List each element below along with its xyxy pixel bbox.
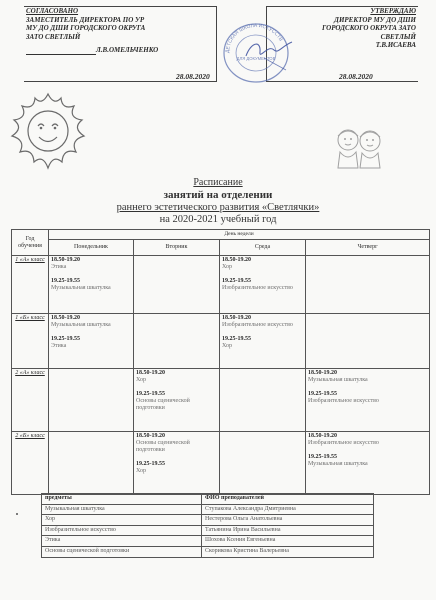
lesson-cell (220, 369, 306, 432)
approval-right-heading: УТВЕРЖДАЮ (370, 7, 416, 15)
approval-right-org-2: СВЕТЛЫЙ (380, 32, 416, 41)
subject-name: Музыкальная шкатулка (42, 504, 202, 515)
day-header: Понедельник (49, 240, 134, 256)
department-name: раннего эстетического развития «Светлячки» (116, 202, 320, 213)
lesson-cell (220, 256, 306, 314)
lesson-subject: Изобразительное искусство (308, 398, 379, 404)
frame-left-top (24, 6, 216, 7)
col-header-subject: предметы (42, 494, 202, 505)
lesson-cell (49, 432, 134, 495)
group-cell: 2 «Б» класс (12, 432, 49, 495)
teacher-name: Ступакова Александра Дмитриевна (202, 504, 374, 515)
lesson-cell (134, 432, 220, 495)
teacher-name: Нестерова Ольга Анатольевна (202, 515, 374, 526)
teachers-table (41, 493, 374, 558)
margin-dot (16, 513, 18, 515)
lesson-subject: Изобразительное искусство (308, 440, 379, 446)
lesson-time: 19.25-19.55 (222, 278, 251, 284)
subject-name: Этика (42, 536, 202, 547)
lesson-cell (306, 432, 430, 495)
lesson-time: 19.25-19.55 (51, 336, 80, 342)
frame-left-bottom (24, 81, 216, 82)
schedule-table (11, 229, 430, 495)
approval-left-signer: Л.В.ОМЕЛЬЧЕНКО (96, 46, 159, 55)
lesson-time: 18.50-19.20 (222, 257, 251, 263)
lesson-time: 19.25-19.55 (136, 461, 165, 467)
teacher-name: Татьянина Ирина Васильевна (202, 525, 374, 536)
teacher-row (42, 504, 374, 515)
lesson-cell (49, 369, 134, 432)
schedule-row (12, 314, 430, 369)
lesson-cell (220, 314, 306, 369)
lesson-subject: Хор (222, 343, 232, 349)
lesson-time: 19.25-19.55 (308, 391, 337, 397)
approval-left-org: МУ ДО ДШИ ГОРОДСКОГО ОКРУГА (26, 24, 146, 33)
schedule-row (12, 369, 430, 432)
lesson-time: 19.25-19.55 (308, 454, 337, 460)
teacher-row (42, 536, 374, 547)
kids-illustration (328, 124, 388, 172)
lesson-cell (134, 314, 220, 369)
lesson-time: 18.50-19.20 (222, 315, 251, 321)
lesson-cell (134, 369, 220, 432)
approval-left (26, 7, 216, 80)
lesson-cell (220, 432, 306, 495)
approval-left-heading: СОГЛАСОВАНО (26, 7, 79, 15)
lesson-subject: Изобразительное искусство (222, 322, 293, 328)
school-year: на 2020-2021 учебный год (159, 214, 277, 225)
lesson-time: 18.50-19.20 (308, 433, 337, 439)
approval-right-position: ДИРЕКТОР МУ ДО ДШИ (334, 15, 416, 24)
lesson-cell (134, 256, 220, 314)
teacher-name: Шохова Ксения Евгеньевна (202, 536, 374, 547)
approval-right-org: ГОРОДСКОГО ОКРУГА ЗАТО (322, 24, 416, 33)
teacher-row (42, 546, 374, 557)
lesson-time: 18.50-19.20 (136, 370, 165, 376)
doc-subtitle: занятий на отделении (163, 189, 273, 201)
subject-name: Основы сценической подготовки (42, 546, 202, 557)
stamp-center-text: ДЛЯ ДОКУМЕНТОВ (236, 56, 276, 61)
teacher-row (42, 525, 374, 536)
teacher-row (42, 515, 374, 526)
lesson-time: 19.25-19.55 (222, 336, 251, 342)
lesson-cell (49, 256, 134, 314)
lesson-cell (49, 314, 134, 369)
signature-line-left (26, 47, 96, 55)
schedule-row (12, 256, 430, 314)
lesson-subject: Музыкальная шкатулка (308, 377, 368, 383)
day-header: Вторник (134, 240, 220, 256)
lesson-subject: Музыкальная шкатулка (308, 461, 368, 467)
subject-name: Изобразительное искусство (42, 525, 202, 536)
doc-title: Расписание (193, 177, 243, 188)
lesson-subject: Музыкальная шкатулка (51, 285, 111, 291)
lesson-subject: Этика (51, 343, 67, 349)
frame-right-top (266, 6, 418, 7)
lesson-subject: Изобразительное искусство (222, 285, 293, 291)
day-header: Среда (220, 240, 306, 256)
subject-name: Хор (42, 515, 202, 526)
official-stamp (216, 20, 298, 84)
col-header-teacher: ФИО преподавателей (202, 494, 374, 505)
group-cell: 1 «А» класс (12, 256, 49, 314)
lesson-time: 18.50-19.20 (308, 370, 337, 376)
lesson-time: 18.50-19.20 (51, 257, 80, 263)
lesson-subject: Музыкальная шкатулка (51, 322, 111, 328)
lesson-subject: Основы сценической подготовки (136, 398, 190, 411)
approval-right-signer: Т.В.ИСАЕВА (375, 41, 416, 50)
lesson-cell (306, 314, 430, 369)
approval-left-date: 28.08.2020 (176, 72, 210, 81)
day-header: Четверг (306, 240, 430, 256)
lesson-time: 18.50-19.20 (51, 315, 80, 321)
col-header-group: Год обучения (12, 230, 49, 256)
group-cell: 2 «А» класс (12, 369, 49, 432)
lesson-subject: Основы сценической подготовки (136, 440, 190, 453)
approval-left-org-2: ЗАТО СВЕТЛЫЙ (26, 32, 81, 41)
approval-left-position: ЗАМЕСТИТЕЛЬ ДИРЕКТОРА ПО УР (26, 15, 145, 24)
lesson-subject: Хор (136, 377, 146, 383)
lesson-subject: Этика (51, 264, 67, 270)
group-cell: 1 «Б» класс (12, 314, 49, 369)
lesson-subject: Хор (136, 468, 146, 474)
schedule-row (12, 432, 430, 495)
teacher-name: Скорикова Кристина Валерьевна (202, 546, 374, 557)
lesson-cell (306, 369, 430, 432)
lesson-subject: Хор (222, 264, 232, 270)
lesson-time: 18.50-19.20 (136, 433, 165, 439)
sun-icon (6, 88, 90, 174)
stamp-ring-text: ДЕТСКАЯ ШКОЛА ИСКУССТВ (224, 22, 284, 54)
approval-right-date: 28.08.2020 (339, 72, 373, 81)
lesson-time: 19.25-19.55 (136, 391, 165, 397)
col-header-days: День недели (49, 230, 430, 240)
lesson-time: 19.25-19.55 (51, 278, 80, 284)
lesson-cell (306, 256, 430, 314)
